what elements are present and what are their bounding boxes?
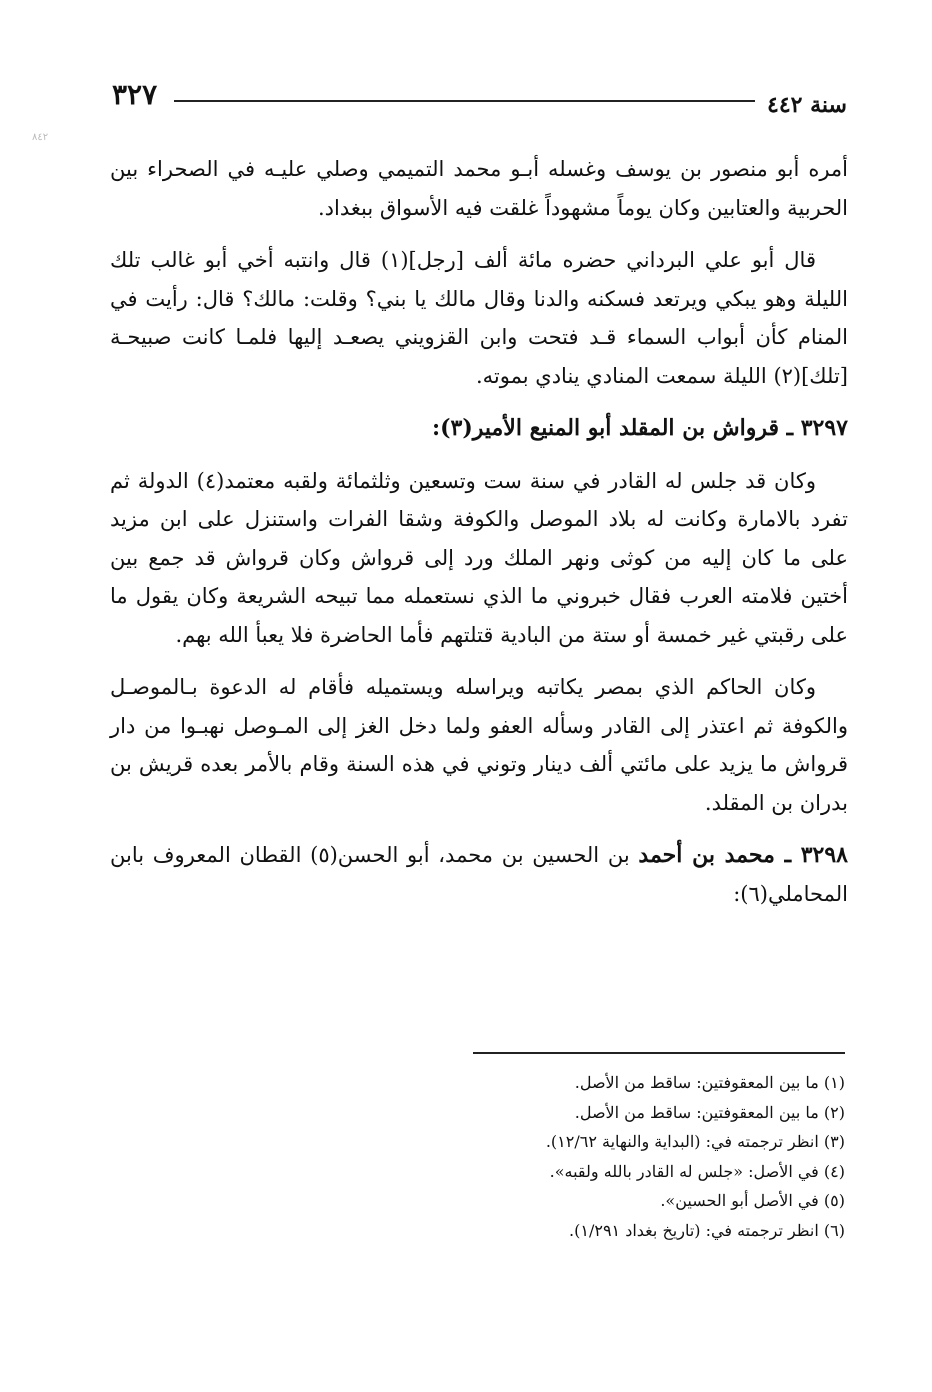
entry-3298 [110, 836, 848, 913]
paragraph-2: قال أبو علي البرداني حضره مائة ألف [رجل](١) قال وانتبه أخي أبو غالب تلك الليلة وهو يبكي ويرتعد فسكنه والدنا وقال مالك يا بني؟ وقلت: مالك؟ قال: رأيت في المنام كأن أبواب السماء قـد فتحت وابن القزويني يصعـد إليها فلمـا كانت صبيحـة [تلك](٢) الليلة سمعت المنادي ينادي بموته. [110, 248, 848, 388]
header-rule [174, 100, 755, 102]
margin-mark: ٨٤٢ [32, 132, 49, 143]
paragraph-3: وكان قد جلس له القادر في سنة ست وتسعين وثلثمائة ولقبه معتمد(٤) الدولة ثم تفرد بالامارة وكانت له بلاد الموصل والكوفة وشقا الفرات واستنزل على ابن مزيد على ما كان إليه من كوثى ونهر الملك ورد إلى قرواش وكان قرواش قد جمع بين أختين فلامته العرب فقال خبروني ما الذي نستعمله مما تبيحه الشريعة وكان يقول ما على رقبتي غير خمسة أو ستة من البادية قتلتهم فأما الحاضرة فلا يعبأ الله بهم. [110, 468, 848, 647]
entry-3297-title: ٣٢٩٧ ـ قرواش بن المقلد أبو المنيع الأمير(٣): [431, 415, 848, 441]
page-header [112, 78, 847, 128]
page-number: ٣٢٧ [112, 78, 158, 111]
footnote-5: (٥) في الأصل أبو الحسين». [660, 1191, 845, 1210]
footnote-2: (٢) ما بين المعقوفتين: ساقط من الأصل. [574, 1102, 845, 1122]
paragraph-1: أمره أبو منصور بن يوسف وغسله أبـو محمد التميمي وصلي عليـه في الصحراء بين الحربية والعتابين وكان يوماً مشهوداً غلقت فيه الأسواق ببغداد. [110, 157, 848, 220]
footnote-3: (٣) انظر ترجمته في: (البداية والنهاية ١٢/٦٢). [545, 1132, 845, 1151]
entry-3298-title: ٣٢٩٨ ـ محمد بن أحمد [638, 842, 848, 868]
paragraph-4: وكان الحاكم الذي بمصر يكاتبه ويراسله ويستميله فأقام له الدعوة بـالموصـل والكوفة ثم اعتذر إلى القادر وسأله العفو ولما دخل الغز إلى المـوصل نهبـوا من دار قرواش ما يزيد على مائتي ألف دينار وتوني في هذه السنة وقام بالأمر بعده قريش بن بدران بن المقلد. [110, 675, 848, 815]
footnote-1: (١) ما بين المعقوفتين: ساقط من الأصل. [574, 1073, 845, 1092]
entry-3298-text: بن الحسين بن محمد، أبو الحسن(٥) القطان المعروف بابن المحاملي(٦): [110, 843, 848, 906]
main-text [110, 150, 848, 927]
footnotes [300, 1052, 845, 1245]
footnote-rule [473, 1052, 845, 1054]
running-title: سنة ٤٤٢ [767, 92, 847, 118]
footnote-4: (٤) في الأصل: «جلس له القادر بالله ولقبه». [549, 1161, 845, 1181]
footnote-6: (٦) انظر ترجمته في: (تاريخ بغداد ١/٢٩١). [569, 1220, 845, 1240]
